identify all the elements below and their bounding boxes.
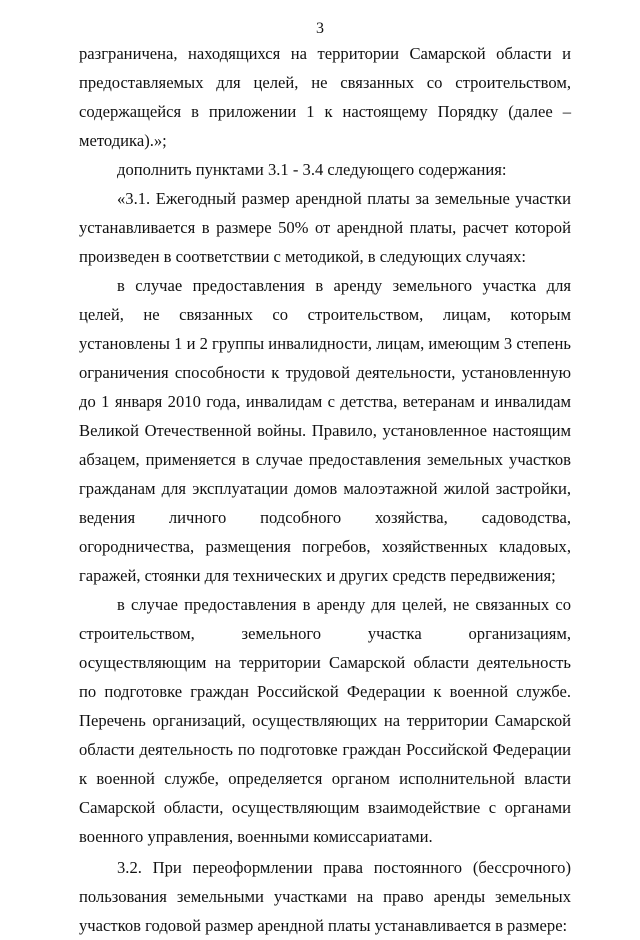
paragraph-clause-3-1: «3.1. Ежегодный размер арендной платы за земельные участки устанавливается в размере 50% от арендной платы, расчет которой произведен в соответствии с методикой, в следующих случаях: bbox=[79, 189, 571, 266]
paragraph-continuation: разграничена, находящихся на территории Самарской области и предоставляемых для целей, не связанных со строительством, содержащейся в приложении 1 к настоящему Порядку (далее – методика).»; bbox=[79, 44, 571, 150]
page-number: 3 bbox=[316, 20, 324, 37]
paragraph-clause-3-2: 3.2. При переоформлении права постоянного (бессрочного) пользования земельными участками на право аренды земельных участков годовой размер арендной платы устанавливается в размере: bbox=[79, 858, 571, 935]
paragraph-disability-case: в случае предоставления в аренду земельного участка для целей, не связанных со строительством, лицам, которым установлены 1 и 2 группы инвалидности, лицам, имеющим 3 степень ограничения способности к трудовой деятельности, установленную до 1 января 2010 года, инвалидам с детства, ветеранам и инвалидам Великой Отечественной войны. Правило, установленное настоящим абзацем, применяется в случае предоставления земельных участков гражданам для эксплуатации домов малоэтажной жилой застройки, ведения личного подсобного хозяйства, садоводства, огородничества, размещения погребов, хозяйственных кладовых, гаражей, стоянки для технических и других средств передвижения; bbox=[79, 276, 571, 585]
paragraph-military-training-case: в случае предоставления в аренду для целей, не связанных со строительством, земельного участка организациям, осуществляющим на территории Самарской области деятельность по подготовке граждан Российской Федерации к военной службе. Перечень организаций, осуществляющих на территории Самарской области деятельность по подготовке граждан Российской Федерации к военной службе, определяется органом исполнительной власти Самарской области, осуществляющим взаимодействие с органами военного управления, военными комиссариатами. bbox=[79, 595, 571, 846]
document-body bbox=[79, 39, 571, 940]
paragraph-amendment-intro: дополнить пунктами 3.1 - 3.4 следующего содержания: bbox=[117, 160, 507, 179]
